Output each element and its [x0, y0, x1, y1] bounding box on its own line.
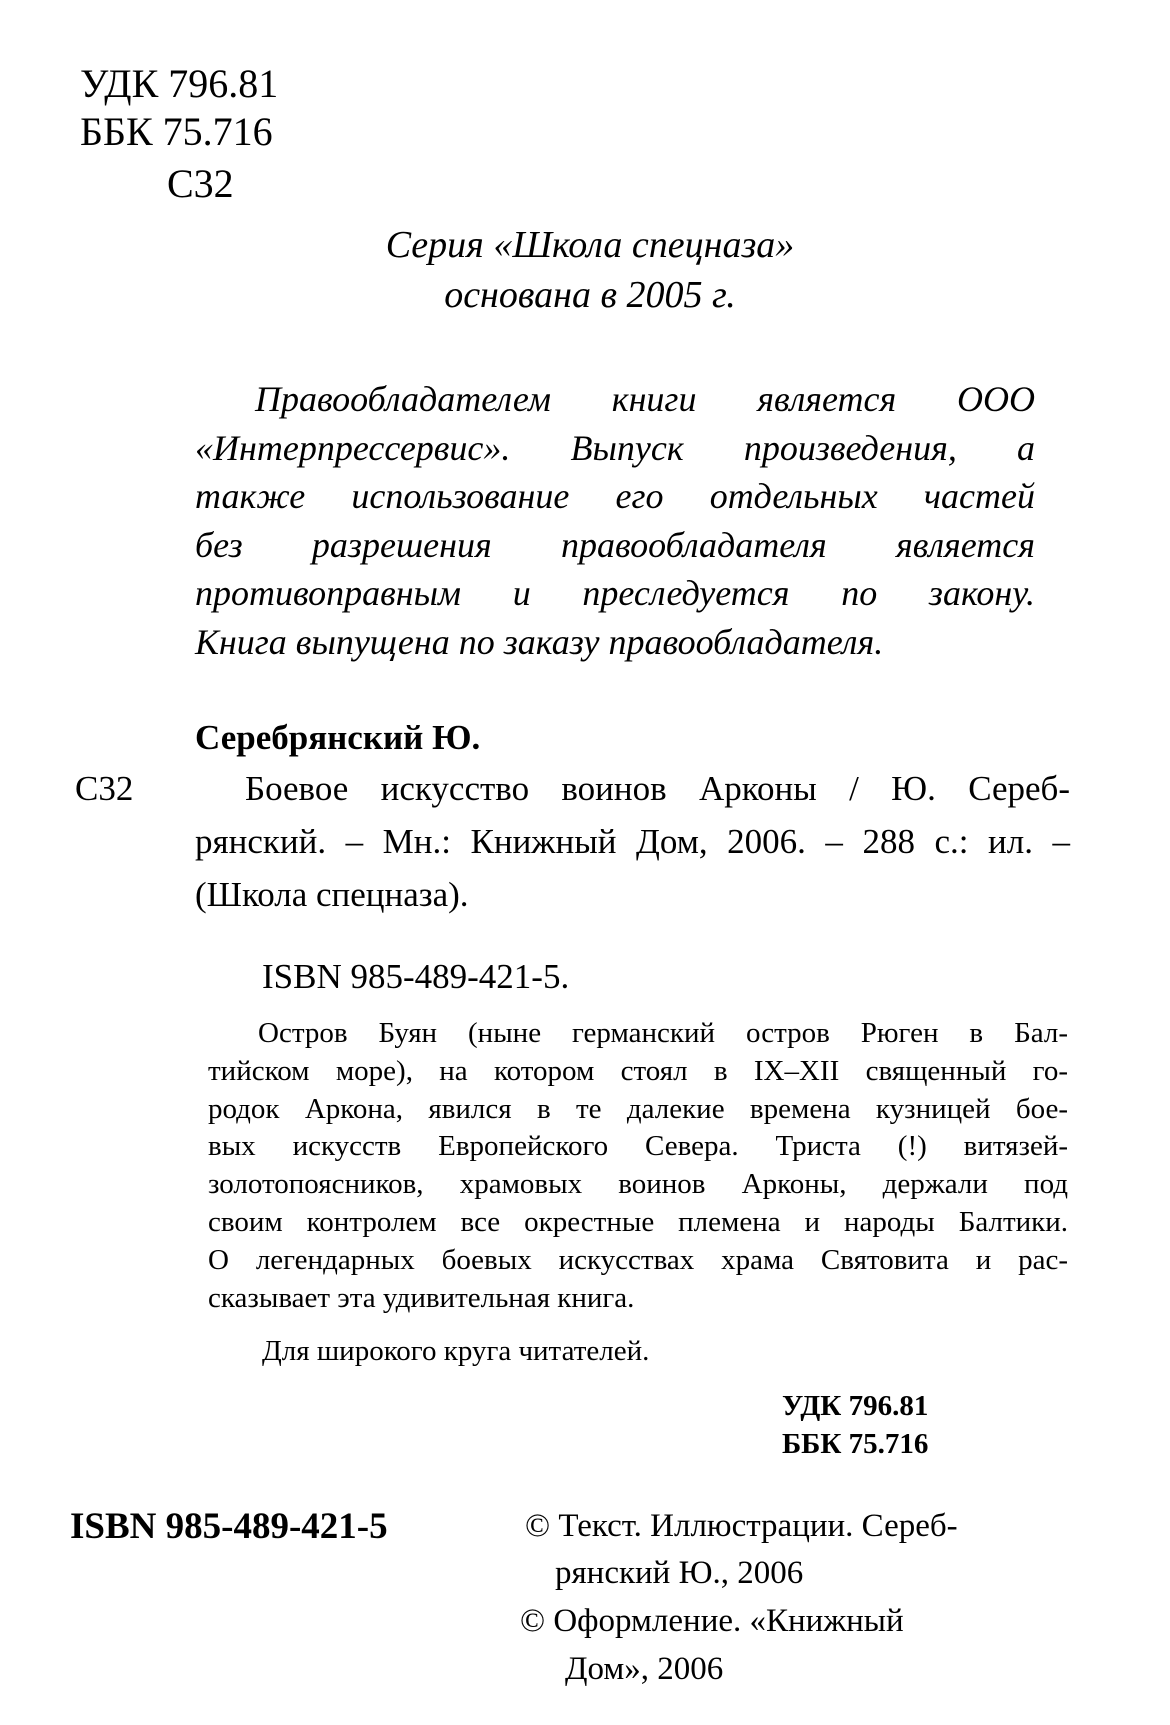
- biblio-line: [195, 815, 1070, 868]
- annotation-line: своим контролем все окрестные племена и народы Балтики.: [208, 1205, 1068, 1238]
- bbk-code: ББК 75.716: [80, 109, 273, 154]
- rights-line: без разрешения правообладателя является: [195, 524, 1035, 565]
- annotation-line: золотопоясников, храмовых воинов Арконы, держали под: [208, 1168, 1068, 1201]
- footer-udk: УДК 796.81: [782, 1390, 929, 1422]
- biblio-title-line: Боевое искусство воинов Арконы / Ю. Сереб-: [245, 769, 1070, 808]
- footer-bbk: ББК 75.716: [782, 1428, 929, 1460]
- biblio-line: [245, 762, 1070, 815]
- biblio-isbn: ISBN 985-489-421-5.: [262, 957, 570, 996]
- footer-isbn: ISBN 985-489-421-5: [70, 1506, 388, 1547]
- biblio-sign: С32: [75, 769, 134, 808]
- rights-line: Правообладателем книги является ООО: [255, 379, 1035, 419]
- series-title: Серия «Школа спецназа»: [385, 224, 795, 266]
- biblio-imprint-line: рянский. – Мн.: Книжный Дом, 2006. – 288 с.: ил. –: [195, 822, 1070, 861]
- udk-code: УДК 796.81: [80, 61, 279, 106]
- author-sign: С32: [167, 161, 234, 206]
- annotation-line: Остров Буян (ныне германский остров Рюген в Бал-: [258, 1017, 1068, 1049]
- annotation-line: тийском море), на котором стоял в IX–XII священный го-: [208, 1054, 1068, 1087]
- annotation: [208, 1015, 1068, 1317]
- annotation-line: вых искусств Европейского Севера. Триста (!) витязей-: [208, 1130, 1068, 1163]
- copyright-line: © Текст. Иллюстрации. Сереб-: [525, 1508, 958, 1544]
- rights-line: «Интерпрессервис». Выпуск произведения, а: [195, 427, 1035, 468]
- rights-line: также использование его отдельных частей: [195, 476, 1035, 516]
- biblio-series-line: (Школа спецназа).: [195, 875, 469, 914]
- annotation-line: О легендарных боевых искусствах храма Святовита и рас-: [208, 1243, 1068, 1276]
- copyright-line: рянский Ю., 2006: [555, 1555, 804, 1591]
- copyright-line: © Оформление. «Книжный: [520, 1603, 904, 1639]
- rights-line: Книга выпущена по заказу правообладателя.: [195, 621, 884, 662]
- rights-line: противоправным и преследуется по закону.: [195, 573, 1035, 613]
- author-name: Серебрянский Ю.: [195, 718, 481, 757]
- copyright-line: Дом», 2006: [565, 1651, 724, 1687]
- rights-notice: [195, 375, 1035, 666]
- annotation-line: сказывает эта удивительная книга.: [208, 1281, 635, 1314]
- audience-note: Для широкого круга читателей.: [262, 1335, 650, 1367]
- annotation-line: родок Аркона, явился в те далекие времена кузницей бое-: [208, 1092, 1068, 1125]
- series-founded: основана в 2005 г.: [444, 274, 736, 316]
